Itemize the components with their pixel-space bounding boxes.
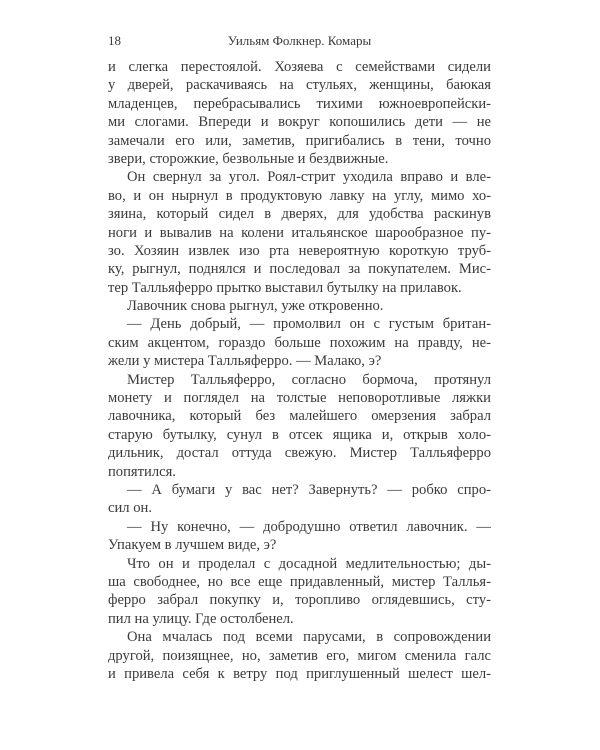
text-line: другой, поизящнее, но, заметив его, мигом сменила галс	[108, 647, 491, 664]
text-line: старую бутылку, сунул в отсек ящика и, открыв холо-	[108, 426, 491, 443]
text-line: звери, сторожкие, безвольные и бездвижные.	[108, 150, 389, 167]
text-line: зо. Хозяин извлек изо рта невероятную короткую труб-	[108, 242, 491, 259]
text-line: жели у мистера Талльяферро. — Малако, э?	[108, 353, 382, 370]
text-line: Упакуем в лучшем виде, э?	[108, 537, 277, 554]
text-line: ку, рыгнул, поднялся и последовал за покупателем. Мис-	[108, 261, 491, 278]
text-line: ферро забрал покупку и, торопливо оглядевшись, сту-	[108, 592, 491, 609]
text-line: у дверей, раскачиваясь на стульях, женщины, баюкая	[108, 77, 491, 94]
text-line: во, и он нырнул в продуктовую лавку на углу, мимо хо-	[108, 187, 491, 204]
text-line: Он свернул за угол. Роял-стрит уходила вправо и вле-	[127, 169, 491, 186]
text-line: Она мчалась под всеми парусами, в сопровождении	[127, 629, 491, 646]
text-line: тер Талльяферро прытко выставил бутылку на прилавок.	[108, 279, 462, 296]
page-number: 18	[108, 33, 121, 48]
text-line: ша свободнее, но все еще придавленный, мистер Таллья-	[108, 573, 491, 590]
text-line: Мистер Талльяферро, согласно бормоча, протянул	[127, 371, 491, 388]
text-line: дильник, достал оттуда свежую. Мистер Талльяферро	[108, 445, 491, 462]
text-line: лавочника, который без малейшего омерзения забрал	[108, 408, 491, 425]
text-line: Лавочник снова рыгнул, уже откровенно.	[127, 298, 384, 315]
text-line: ским акцентом, гораздо больше похожим на правду, не-	[108, 334, 491, 351]
text-line: — День добрый, — промолвил он с густым британ-	[127, 316, 491, 333]
text-line: замечали его или, заметив, пригибались в тени, точно	[108, 132, 491, 149]
text-line: монету и поглядел на толстые неповоротливые ляжки	[108, 390, 491, 407]
text-line: пил на улицу. Где остолбенел.	[108, 610, 294, 627]
text-line: и слегка перестоялой. Хозяева с семействами сидели	[108, 59, 491, 75]
text-line: — А бумаги у вас нет? Завернуть? — робко спро-	[127, 481, 491, 498]
body-text	[108, 58, 491, 683]
text-line: и привела себя к ветру под приглушенный шелест шел-	[108, 665, 491, 682]
running-title: Уильям Фолкнер. Комары	[227, 33, 372, 48]
text-line: — Ну конечно, — добродушно ответил лавочник. —	[127, 518, 491, 535]
text-line: сил он.	[108, 500, 152, 517]
text-line: младенцев, перебрасывались тихими южноевропейски-	[108, 95, 491, 112]
text-line: зяина, который сидел в дверях, для удобства раскинув	[108, 206, 491, 223]
text-line: ноги и вывалив на колени итальянское шарообразное пу-	[108, 224, 491, 241]
text-line: ми слогами. Впереди и вокруг копошились дети — не	[108, 114, 491, 131]
page-header	[108, 33, 491, 51]
text-line: попятился.	[108, 463, 176, 480]
text-line: Что он и проделал с досадной медлительностью; ды-	[127, 555, 491, 572]
